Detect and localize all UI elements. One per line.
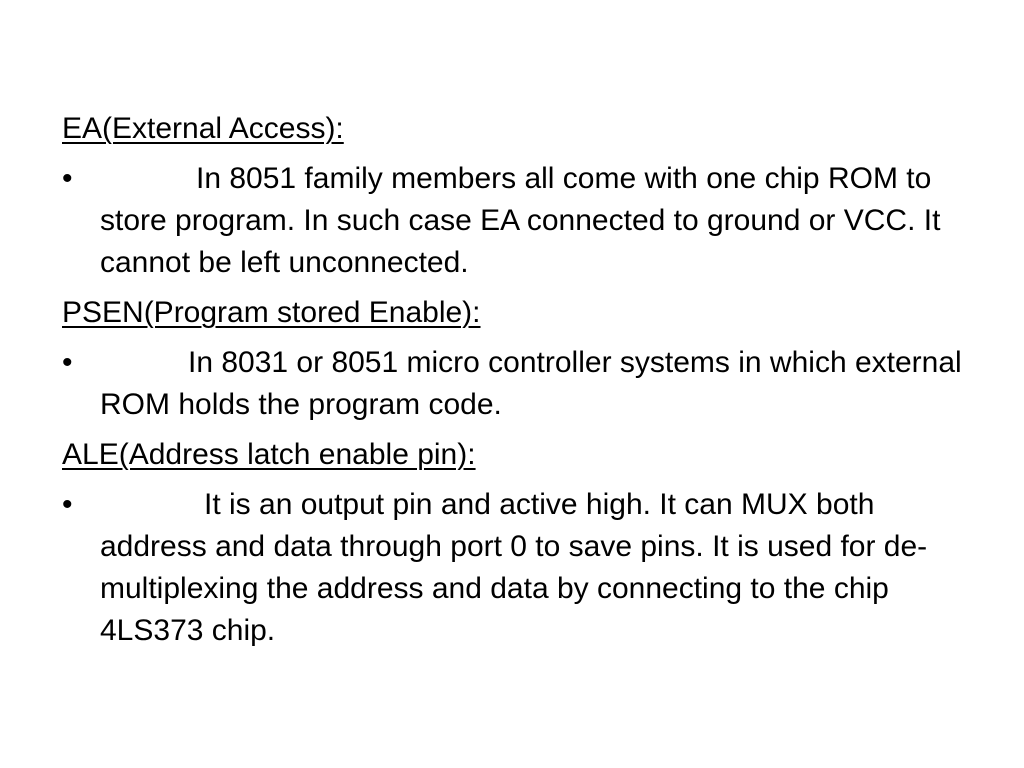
slide-body (62, 108, 972, 660)
bullet-item-psen (62, 342, 972, 426)
bullet-text-psen: In 8031 or 8051 micro controller systems in which external ROM holds the program code. (100, 346, 962, 421)
bullet-dot: • (62, 346, 73, 379)
section-heading-ale: ALE(Address latch enable pin): (62, 438, 476, 471)
bullet-text-ale: It is an output pin and active high. It can MUX both address and data through port 0 to save pins. It is used for de-multiplexing the address and data by connecting to the chip 4LS373 chip. (100, 488, 928, 647)
bullet-text-ea: In 8051 family members all come with one chip ROM to store program. In such case EA connected to ground or VCC. It cannot be left unconnected. (100, 162, 941, 279)
bullet-dot: • (62, 488, 73, 521)
bullet-item-ea (62, 158, 972, 284)
section-heading-ea: EA(External Access): (62, 112, 344, 145)
section-heading-psen: PSEN(Program stored Enable): (62, 296, 481, 329)
bullet-item-ale (62, 484, 972, 652)
bullet-dot: • (62, 162, 73, 195)
